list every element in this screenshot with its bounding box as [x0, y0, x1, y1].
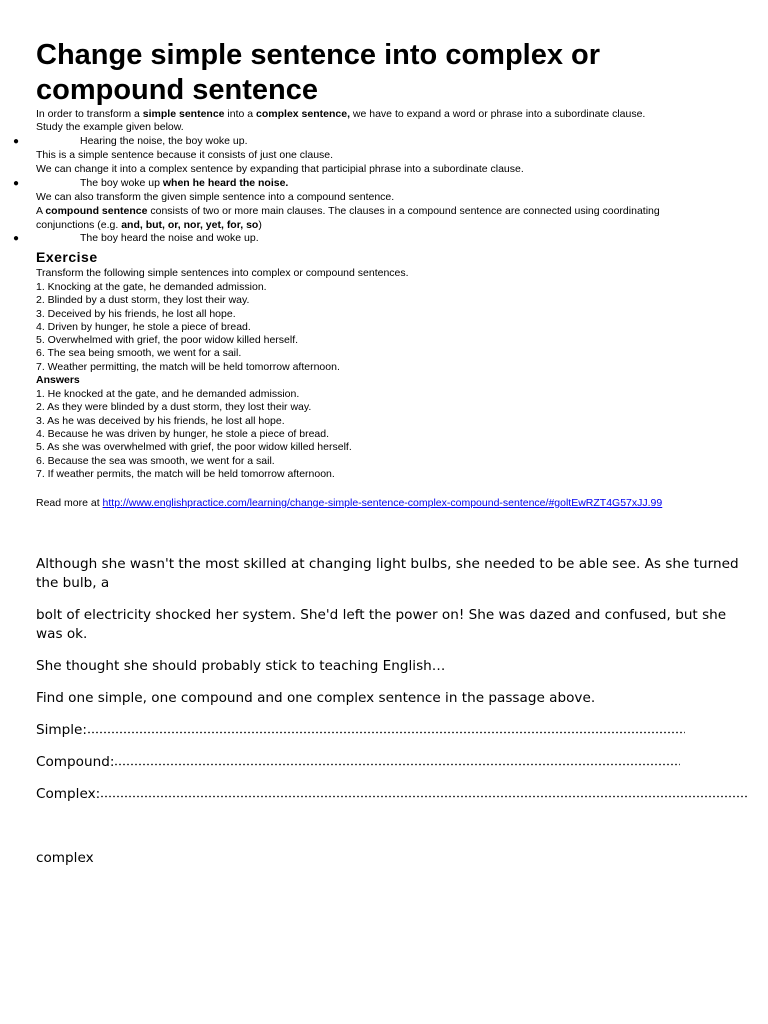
- exercise-item: 6. The sea being smooth, we went for a sail.: [36, 347, 242, 359]
- term-complex-sentence: complex sentence,: [256, 108, 350, 120]
- definition-text: consists of two or more main clauses. The clauses in a compound sentence are connected using coordinating: [147, 205, 660, 217]
- simple-label: Simple:: [36, 722, 87, 738]
- term-simple-sentence: simple sentence: [142, 108, 225, 120]
- compound-definition-line-2: [36, 219, 262, 233]
- complex-answer-line[interactable]: [100, 795, 748, 798]
- example-text: The boy heard the noise and woke up.: [80, 232, 259, 244]
- compound-definition-line-1: [36, 205, 660, 219]
- note-line-1: This is a simple sentence because it consists of just one clause.: [36, 149, 334, 161]
- compound-answer-line[interactable]: [114, 763, 680, 766]
- bullet-icon: ●: [13, 178, 20, 189]
- answer-item: 3. As he was deceived by his friends, he lost all hope.: [36, 415, 285, 427]
- exercise-heading: Exercise: [36, 249, 98, 265]
- example-text: [80, 177, 288, 191]
- intro-line-1: [36, 108, 645, 122]
- note-line-2: We can change it into a complex sentence by expanding that participial phrase into a subordinate clause.: [36, 163, 524, 175]
- page-title: Change simple sentence into complex or compound sentence: [36, 39, 601, 106]
- answer-item: 7. If weather permits, the match will be held tomorrow afternoon.: [36, 468, 335, 480]
- example-text: Hearing the noise, the boy woke up.: [80, 135, 248, 147]
- read-more-link[interactable]: http://www.englishpractice.com/learning/change-simple-sentence-complex-compound-sentence/#goltEwRZT4G57xJJ.99: [102, 497, 663, 509]
- simple-answer-line[interactable]: [87, 731, 685, 734]
- passage-paragraph-1: Although she wasn't the most skilled at changing light bulbs, she needed to be able see. As she turned the bulb, a: [36, 556, 739, 591]
- intro-line-2: Study the example given below.: [36, 121, 184, 133]
- term-compound-sentence: compound sentence: [45, 205, 148, 217]
- compound-answer-row: [36, 753, 680, 772]
- read-more-label: Read more at: [36, 497, 103, 509]
- exercise-item: 5. Overwhelmed with grief, the poor widow killed herself.: [36, 334, 299, 346]
- complex-answer-row: [36, 785, 748, 804]
- example-text-bold: when he heard the noise.: [162, 177, 289, 189]
- intro-text: into a: [224, 108, 257, 120]
- definition-text: conjunctions (e.g.: [36, 219, 122, 231]
- answer-text: complex: [36, 850, 94, 866]
- passage-paragraph-2: bolt of electricity shocked her system. She'd left the power on! She was dazed and confused, but she was ok.: [36, 607, 727, 642]
- answer-item: 2. As they were blinded by a dust storm, they lost their way.: [36, 401, 312, 413]
- answer-item: 6. Because the sea was smooth, we went for a sail.: [36, 455, 275, 467]
- example-text-plain: The boy woke up: [80, 177, 163, 189]
- definition-text: A: [36, 205, 46, 217]
- exercise-item: 4. Driven by hunger, he stole a piece of bread.: [36, 321, 251, 333]
- answer-item: 5. As she was overwhelmed with grief, the poor widow killed herself.: [36, 441, 352, 453]
- exercise-item: 1. Knocking at the gate, he demanded admission.: [36, 281, 267, 293]
- exercise-item: 7. Weather permitting, the match will be held tomorrow afternoon.: [36, 361, 340, 373]
- passage-paragraph-3: She thought she should probably stick to teaching English…: [36, 658, 446, 674]
- answers-heading: Answers: [36, 374, 80, 386]
- definition-text: ): [258, 219, 262, 231]
- answer-item: 4. Because he was driven by hunger, he stole a piece of bread.: [36, 428, 330, 440]
- exercise-instruction: Transform the following simple sentences into complex or compound sentences.: [36, 267, 409, 279]
- intro-text: In order to transform a: [36, 108, 143, 120]
- bullet-icon: ●: [13, 233, 20, 244]
- read-more-line: [36, 497, 662, 511]
- simple-answer-row: [36, 721, 685, 740]
- note-line-3: We can also transform the given simple sentence into a compound sentence.: [36, 191, 395, 203]
- compound-label: Compound:: [36, 754, 115, 770]
- bullet-icon: ●: [13, 136, 20, 147]
- intro-text: we have to expand a word or phrase into a subordinate clause.: [350, 108, 646, 120]
- task-instruction: Find one simple, one compound and one complex sentence in the passage above.: [36, 690, 596, 706]
- exercise-item: 2. Blinded by a dust storm, they lost their way.: [36, 294, 250, 306]
- answer-item: 1. He knocked at the gate, and he demanded admission.: [36, 388, 300, 400]
- conjunction-list: and, but, or, nor, yet, for, so: [121, 219, 259, 231]
- exercise-item: 3. Deceived by his friends, he lost all hope.: [36, 308, 236, 320]
- complex-label: Complex:: [36, 786, 101, 802]
